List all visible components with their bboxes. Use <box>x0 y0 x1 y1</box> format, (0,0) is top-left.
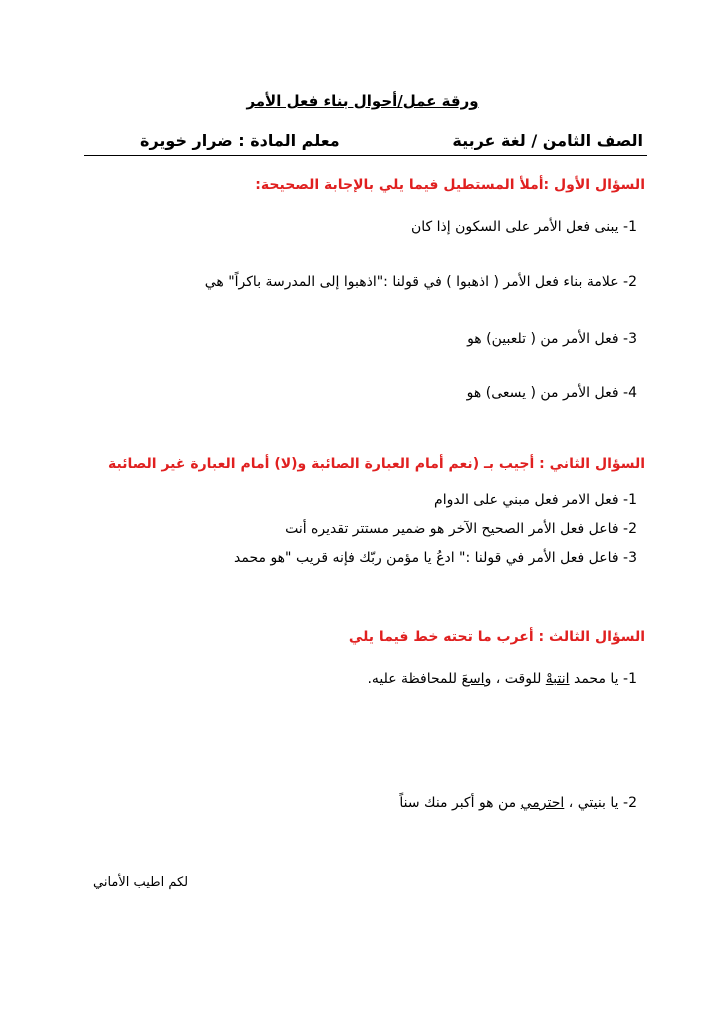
underlined-verb: احترمي <box>520 795 565 811</box>
question-3-heading: السؤال الثالث : أعرب ما تحته خط فيما يلي <box>348 629 645 645</box>
underlined-verb: اسعَ <box>461 671 485 687</box>
q3-item1-suffix: للمحافظة عليه. <box>367 671 462 687</box>
grade-label: الصف الثامن / لغة عربية <box>452 131 643 150</box>
q3-item2-suffix: من هو أكبر منك سناً <box>399 795 521 811</box>
question-2-item-3: 3- فاعل فعل الأمر في قولنا :" ادعُ يا مؤمن ربّك فإنه قريب "هو محمد <box>234 550 637 566</box>
underlined-verb: انتبهْ <box>545 671 570 687</box>
teacher-label: معلم المادة : ضرار خويرة <box>140 131 340 150</box>
question-1-heading: السؤال الأول :أملأ المستطيل فيما يلي بالإجابة الصحيحة: <box>255 177 645 193</box>
question-3-item-1 <box>367 671 637 687</box>
header-divider <box>84 155 647 156</box>
question-2-item-1: 1- فعل الامر فعل مبني على الدوام <box>434 492 637 508</box>
question-1-item-2: 2- علامة بناء فعل الأمر ( اذهبوا ) في قولنا :"اذهبوا إلى المدرسة باكراً" هي <box>204 274 637 290</box>
closing-wish: لكم اطيب الأماني <box>93 875 189 890</box>
worksheet-title: ورقة عمل/أحوال بناء فعل الأمر <box>246 92 479 110</box>
q3-item1-middle: للوقت ، و <box>484 671 546 687</box>
question-2-item-2: 2- فاعل فعل الأمر الصحيح الآخر هو ضمير مستتر تقديره أنت <box>285 521 637 537</box>
question-3-item-2 <box>399 795 637 811</box>
question-1-item-4: 4- فعل الأمر من ( يسعى) هو <box>466 385 637 401</box>
q3-item1-prefix: 1- يا محمد <box>569 671 637 687</box>
question-2-heading: السؤال الثاني : أجيب بـ (نعم أمام العبارة الصائبة و(لا) أمام العبارة غير الصائبة <box>108 456 645 472</box>
q3-item2-prefix: 2- يا بنيتي ، <box>564 795 637 811</box>
question-1-item-3: 3- فعل الأمر من ( تلعبين) هو <box>467 331 637 347</box>
question-1-item-1: 1- يبنى فعل الأمر على السكون إذا كان <box>410 219 637 235</box>
